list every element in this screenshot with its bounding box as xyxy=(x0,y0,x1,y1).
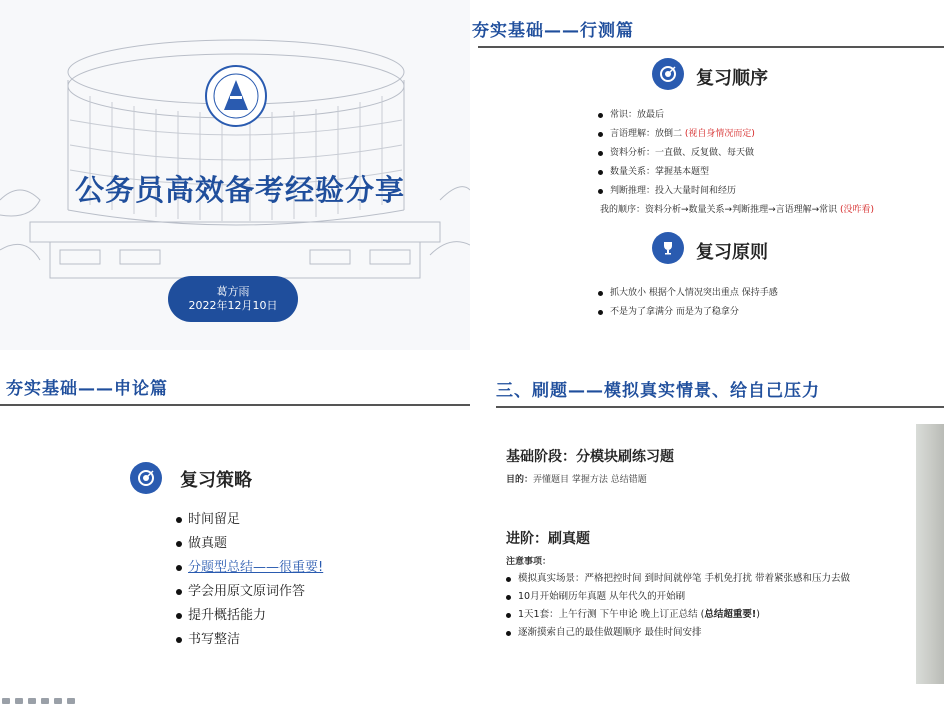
section-divider xyxy=(496,406,944,408)
zoom-icon[interactable] xyxy=(15,698,23,704)
review-order-heading: 复习顺序 xyxy=(696,68,768,89)
section-title: 夯实基础——行测篇 xyxy=(472,21,634,41)
list-item: 10月开始刷历年真题 从年代久的开始刷 xyxy=(504,588,850,606)
basic-stage-title: 基础阶段：分模块刷练习题 xyxy=(506,449,674,465)
slide-xingce-panel xyxy=(472,0,944,350)
target-icon xyxy=(130,462,162,494)
note-text: (视自身情况而定) xyxy=(684,129,755,139)
trophy-icon xyxy=(652,232,684,264)
notes-label: 注意事项： xyxy=(506,557,552,567)
author-badge xyxy=(168,276,298,322)
section-title: 三、刷题——模拟真实情景、给自己压力 xyxy=(496,381,820,401)
list-item: 逐渐摸索自己的最佳做题顺序 最佳时间安排 xyxy=(504,624,850,642)
list-item: 1天1套：上午行测 下午申论 晚上订正总结 (总结超重要!) xyxy=(504,606,850,624)
list-item: 不是为了拿满分 而是为了稳拿分 xyxy=(596,303,778,322)
list-item: 数量关系：掌握基本题型 xyxy=(596,163,755,182)
list-item: 言语理解：放倒二 (视自身情况而定) xyxy=(596,125,755,144)
slide-shenlun-panel xyxy=(0,352,470,708)
target-icon xyxy=(652,58,684,90)
presentation-date: 2022年12月10日 xyxy=(188,299,278,312)
list-item: 做真题 xyxy=(174,532,323,556)
advanced-stage-title: 进阶：刷真题 xyxy=(506,531,590,547)
section-divider xyxy=(0,404,470,406)
pen-icon[interactable] xyxy=(2,698,10,704)
list-item: 时间留足 xyxy=(174,508,323,532)
exam-paper-photo xyxy=(916,424,944,684)
list-item xyxy=(174,556,323,580)
section-title: 夯实基础——申论篇 xyxy=(6,379,168,399)
grid-icon[interactable] xyxy=(28,698,36,704)
list-item: 提升概括能力 xyxy=(174,604,323,628)
emphasis-link[interactable]: 分题型总结——很重要! xyxy=(188,560,324,575)
presentation-title: 公务员高效备考经验分享 xyxy=(74,173,405,207)
list-item: 抓大放小 根据个人情况突出重点 保持手感 xyxy=(596,284,778,303)
emphasis-text: 总结超重要! xyxy=(704,609,757,620)
review-principle-heading: 复习原则 xyxy=(696,242,768,263)
list-item: 学会用原文原词作答 xyxy=(174,580,323,604)
note-text: (没咋看) xyxy=(840,205,875,215)
screen-icon[interactable] xyxy=(41,698,49,704)
section-divider xyxy=(478,46,944,48)
viewer-toolbar xyxy=(0,694,110,708)
list-item: 书写整洁 xyxy=(174,628,323,652)
list-item: 资料分析：一直做、反复做、每天做 xyxy=(596,144,755,163)
advanced-notes-list xyxy=(504,570,850,642)
strategy-list xyxy=(174,508,323,652)
strategy-heading: 复习策略 xyxy=(180,470,252,491)
chevron-left-icon[interactable] xyxy=(67,698,75,704)
my-order-line: 我的顺序：资料分析→数量关系→判断推理→言语理解→常识 (没咋看) xyxy=(600,205,875,215)
author-name: 葛方雨 xyxy=(216,285,250,298)
principle-list xyxy=(596,284,778,322)
slide-practice-panel xyxy=(472,352,944,708)
list-item: 判断推理：投入大量时间和经历 xyxy=(596,182,755,201)
basic-stage-goal: 目的：弄懂题目 掌握方法 总结错题 xyxy=(506,475,647,485)
review-order-list xyxy=(596,106,755,201)
list-item: 常识：放最后 xyxy=(596,106,755,125)
slide-title-panel xyxy=(0,0,470,350)
camera-icon[interactable] xyxy=(54,698,62,704)
list-item: 模拟真实场景：严格把控时间 到时间就停笔 手机免打扰 带着紧张感和压力去做 xyxy=(504,570,850,588)
